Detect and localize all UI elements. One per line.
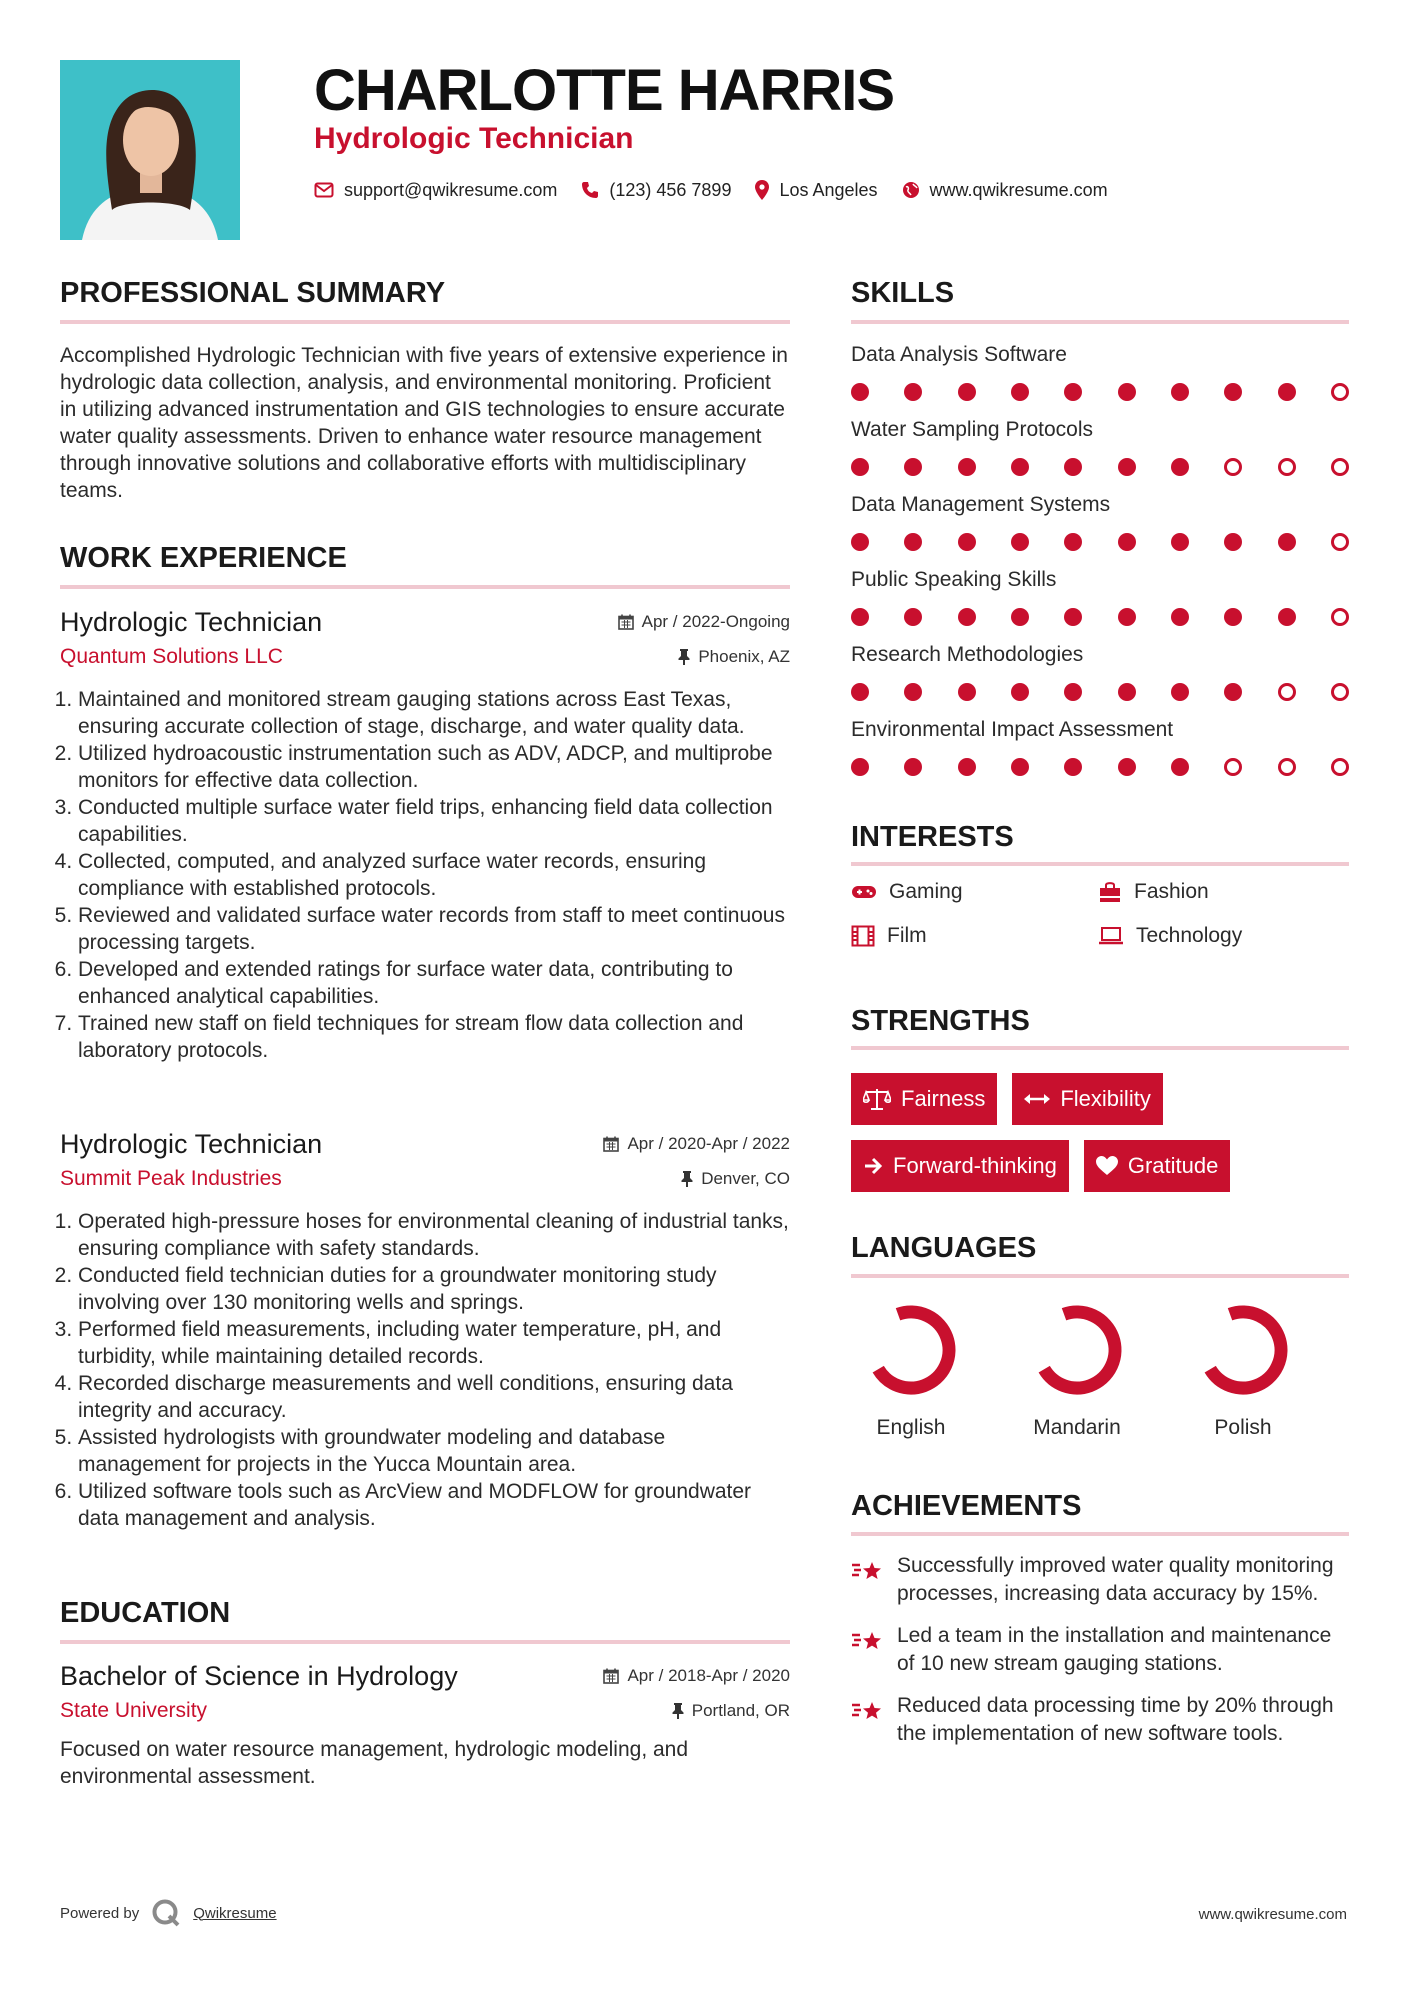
pushpin-icon [681,1171,693,1187]
rating-dot-empty [1278,458,1296,476]
experience-divider [60,585,790,589]
shooting-star-icon [851,1628,883,1656]
rating-dot-empty [1224,458,1242,476]
rating-dot-empty [1278,758,1296,776]
rating-dot-filled [958,458,976,476]
list-item: 3. Conducted multiple surface water field trips, enhancing field data collection capabilities. [78,794,790,848]
education-divider [60,1640,790,1644]
interest-gaming [851,880,1098,904]
rating-dot-filled [1118,383,1136,401]
contact-bar [314,176,1120,204]
rating-dot-filled [1011,758,1029,776]
list-item: 1. Operated high-pressure hoses for environmental cleaning of industrial tanks, ensuring compliance with safety standards. [78,1208,790,1262]
rating-dot-filled [1011,383,1029,401]
skill-label: Environmental Impact Assessment [851,718,1174,741]
rating-dot-filled [1224,608,1242,626]
strength-tag [851,1140,1069,1192]
rating-dot-filled [1118,533,1136,551]
rating-dot-filled [958,383,976,401]
phone-icon [581,181,599,199]
list-item: 2. Conducted field technician duties for a groundwater monitoring study involving over 130 monitoring wells and springs. [78,1262,790,1316]
shooting-star-icon [851,1698,883,1726]
rating-dot-filled [1278,533,1296,551]
globe-icon [902,181,920,199]
skill-rating [851,682,1349,702]
job-bullets [60,1208,790,1532]
job-dates [603,1134,790,1154]
rating-dot-filled [1224,533,1242,551]
job-dates [618,612,790,632]
rating-dot-empty [1331,533,1349,551]
rating-dot-filled [958,683,976,701]
education-dates-text: Apr / 2018-Apr / 2020 [627,1666,790,1685]
strength-tag [1012,1073,1162,1125]
skill-item [851,567,1349,642]
job-entry [60,1128,790,1532]
rating-dot-filled [904,533,922,551]
rating-dot-filled [958,533,976,551]
summary-text: Accomplished Hydrologic Technician with five years of extensive experience in hydrologic data collection, analysis, and environmental monitoring. Proficient in utilizing advanced instrumentation and GIS technologies to ensure accurate water quality assessments. Driven to enhance water resource management through innovative solutions and collaborative efforts with multidisciplinary teams. [60,344,788,502]
phone-text: (123) 456 7899 [609,179,732,200]
achievements-list [851,1552,1349,1748]
rating-dot-empty [1278,683,1296,701]
list-item: 5. Assisted hydrologists with groundwater modeling and database management for projects in the Yucca Mountain area. [78,1424,790,1478]
rating-dot-filled [904,683,922,701]
rating-dot-filled [904,383,922,401]
language-item [1017,1300,1137,1440]
degree-title: Bachelor of Science in Hydrology [60,1661,458,1691]
list-item: 3. Performed field measurements, including water temperature, pH, and turbidity, while maintaining detailed records. [78,1316,790,1370]
rating-dot-filled [1171,608,1189,626]
rating-dot-filled [1011,608,1029,626]
qwikresume-logo-icon [151,1898,181,1928]
contact-location [755,180,877,201]
strength-label: Gratitude [1127,1153,1219,1178]
language-level-arc [1028,1301,1125,1398]
skill-label: Data Analysis Software [851,343,1067,366]
strength-tag [851,1073,997,1125]
rating-dot-empty [1224,758,1242,776]
rating-dot-empty [1331,683,1349,701]
interests-divider [851,862,1349,866]
rating-dot-filled [1224,683,1242,701]
rating-dot-filled [1064,458,1082,476]
achievements-heading: ACHIEVEMENTS [851,1490,1082,1522]
summary-divider [60,320,790,324]
experience-heading: WORK EXPERIENCE [60,542,347,574]
achievement-text: Reduced data processing time by 20% through the implementation of new software tools. [897,1694,1334,1745]
calendar-icon [603,1668,619,1684]
strengths-tags [851,1073,1349,1192]
interest-label: Technology [1136,924,1243,947]
language-label: Polish [1214,1416,1272,1439]
contact-website[interactable] [902,180,1108,201]
interest-label: Gaming [889,880,963,903]
balance-scale-icon [863,1088,891,1110]
language-item [851,1300,971,1440]
calendar-icon [603,1136,619,1152]
powered-by-text: Powered by [60,1904,140,1922]
rating-dot-filled [851,533,869,551]
languages-heading: LANGUAGES [851,1232,1037,1264]
job-location [681,1169,790,1189]
language-item [1183,1300,1303,1440]
company-name: Quantum Solutions LLC [60,645,283,668]
laptop-icon [1098,926,1124,946]
profile-photo [60,60,240,240]
job-location [678,647,790,667]
rating-dot-filled [1064,758,1082,776]
language-proficiency-ring [1193,1300,1293,1400]
candidate-name: CHARLOTTE HARRIS [314,58,895,123]
heart-icon [1096,1156,1118,1176]
shopping-bag-icon [1098,881,1122,903]
list-item: 7. Trained new staff on field techniques for stream flow data collection and laboratory protocols. [78,1010,790,1064]
website-text: www.qwikresume.com [929,179,1108,200]
list-item: 6. Utilized software tools such as ArcView and MODFLOW for groundwater data management and analysis. [78,1478,790,1532]
strengths-heading: STRENGTHS [851,1005,1030,1037]
languages-list [851,1300,1349,1440]
education-location-text: Portland, OR [691,1701,790,1720]
achievement-text: Led a team in the installation and maintenance of 10 new stream gauging stations. [897,1624,1332,1675]
rating-dot-filled [1171,683,1189,701]
rating-dot-filled [1118,683,1136,701]
achievement-item [851,1692,1349,1748]
interests-heading: INTERESTS [851,821,1014,853]
list-item: 2. Utilized hydroacoustic instrumentation such as ADV, ADCP, and multiprobe monitors for effective data collection. [78,740,790,794]
education-entry [60,1660,790,1790]
skill-rating [851,607,1349,627]
arrows-horizontal-icon [1024,1092,1050,1106]
rating-dot-filled [1118,608,1136,626]
rating-dot-filled [1278,608,1296,626]
pushpin-icon [672,1703,684,1719]
skill-item [851,717,1349,792]
email-text: support@qwikresume.com [344,179,558,200]
skills-list [851,342,1349,792]
interest-label: Film [887,924,927,947]
strength-label: Forward-thinking [893,1153,1057,1178]
rating-dot-filled [904,608,922,626]
interest-film [851,924,1098,948]
rating-dot-filled [1171,383,1189,401]
skill-label: Research Methodologies [851,643,1084,666]
rating-dot-filled [1171,533,1189,551]
map-pin-icon [755,180,769,200]
language-level-arc [862,1301,959,1398]
skills-divider [851,320,1349,324]
list-item: 6. Developed and extended ratings for surface water data, contributing to enhanced analytical capabilities. [78,956,790,1010]
language-label: Mandarin [1033,1416,1121,1439]
rating-dot-filled [851,383,869,401]
education-description: Focused on water resource management, hydrologic modeling, and environmental assessment. [60,1738,689,1788]
skill-label: Water Sampling Protocols [851,418,1093,441]
interest-label: Fashion [1134,880,1209,903]
candidate-role: Hydrologic Technician [314,122,634,155]
gamepad-icon [851,883,877,901]
rating-dot-filled [1064,533,1082,551]
rating-dot-filled [958,758,976,776]
education-heading: EDUCATION [60,1597,231,1629]
language-level-arc [1194,1301,1291,1398]
education-location [672,1701,790,1721]
language-proficiency-ring [1027,1300,1127,1400]
rating-dot-filled [1064,383,1082,401]
arrow-right-icon [863,1157,883,1175]
language-label: English [876,1416,946,1439]
rating-dot-filled [904,458,922,476]
list-item: 4. Recorded discharge measurements and well conditions, ensuring data integrity and accuracy. [78,1370,790,1424]
skill-item [851,492,1349,567]
list-item: 1. Maintained and monitored stream gauging stations across East Texas, ensuring accurate collection of stage, discharge, and water quality data. [78,686,790,740]
skill-label: Data Management Systems [851,493,1111,516]
list-item: 4. Collected, computed, and analyzed surface water records, ensuring compliance with established protocols. [78,848,790,902]
calendar-icon [618,614,634,630]
job-title: Hydrologic Technician [60,1129,323,1159]
skills-heading: SKILLS [851,277,955,309]
rating-dot-filled [1118,758,1136,776]
contact-email[interactable] [314,180,557,201]
interest-technology [1098,924,1345,948]
job-title: Hydrologic Technician [60,607,323,637]
job-dates-text: Apr / 2022-Ongoing [641,612,790,631]
language-proficiency-ring [861,1300,961,1400]
skill-rating [851,532,1349,552]
footer-powered [60,1898,277,1928]
rating-dot-filled [1224,383,1242,401]
rating-dot-filled [1011,458,1029,476]
rating-dot-empty [1331,758,1349,776]
rating-dot-filled [851,608,869,626]
strength-tag [1084,1140,1231,1192]
skill-item [851,417,1349,492]
skill-item [851,342,1349,417]
rating-dot-filled [851,758,869,776]
job-location-text: Denver, CO [701,1169,790,1188]
contact-phone[interactable] [581,180,731,201]
achievements-divider [851,1532,1349,1536]
rating-dot-filled [851,458,869,476]
achievement-item [851,1622,1349,1678]
job-location-text: Phoenix, AZ [698,647,790,666]
rating-dot-filled [1171,458,1189,476]
achievement-item [851,1552,1349,1608]
strength-label: Flexibility [1060,1086,1151,1111]
pushpin-icon [678,649,690,665]
rating-dot-empty [1331,383,1349,401]
company-name: Summit Peak Industries [60,1167,282,1190]
film-icon [851,925,875,947]
job-entry [60,606,790,1064]
rating-dot-filled [1011,533,1029,551]
rating-dot-filled [851,683,869,701]
qwikresume-link[interactable]: Qwikresume [193,1904,277,1922]
location-text: Los Angeles [779,179,878,200]
list-item: 5. Reviewed and validated surface water records from staff to meet continuous processing targets. [78,902,790,956]
rating-dot-empty [1331,458,1349,476]
shooting-star-icon [851,1558,883,1586]
footer-website[interactable]: www.qwikresume.com [1198,1906,1347,1923]
skill-rating [851,382,1349,402]
rating-dot-filled [1118,458,1136,476]
rating-dot-empty [1331,608,1349,626]
envelope-icon [314,182,334,198]
rating-dot-filled [958,608,976,626]
strengths-divider [851,1046,1349,1050]
rating-dot-filled [1064,683,1082,701]
school-name: State University [60,1699,208,1722]
rating-dot-filled [1171,758,1189,776]
skill-rating [851,757,1349,777]
rating-dot-filled [1064,608,1082,626]
interest-fashion [1098,880,1345,904]
rating-dot-filled [1278,383,1296,401]
skill-rating [851,457,1349,477]
summary-heading: PROFESSIONAL SUMMARY [60,277,446,309]
skill-item [851,642,1349,717]
rating-dot-filled [1011,683,1029,701]
skill-label: Public Speaking Skills [851,568,1057,591]
job-bullets [60,686,790,1064]
job-dates-text: Apr / 2020-Apr / 2022 [627,1134,790,1153]
languages-divider [851,1274,1349,1278]
interests-grid [851,880,1349,948]
strength-label: Fairness [901,1086,986,1111]
achievement-text: Successfully improved water quality monitoring processes, increasing data accuracy by 15%. [897,1554,1334,1605]
rating-dot-filled [904,758,922,776]
education-dates [603,1666,790,1686]
